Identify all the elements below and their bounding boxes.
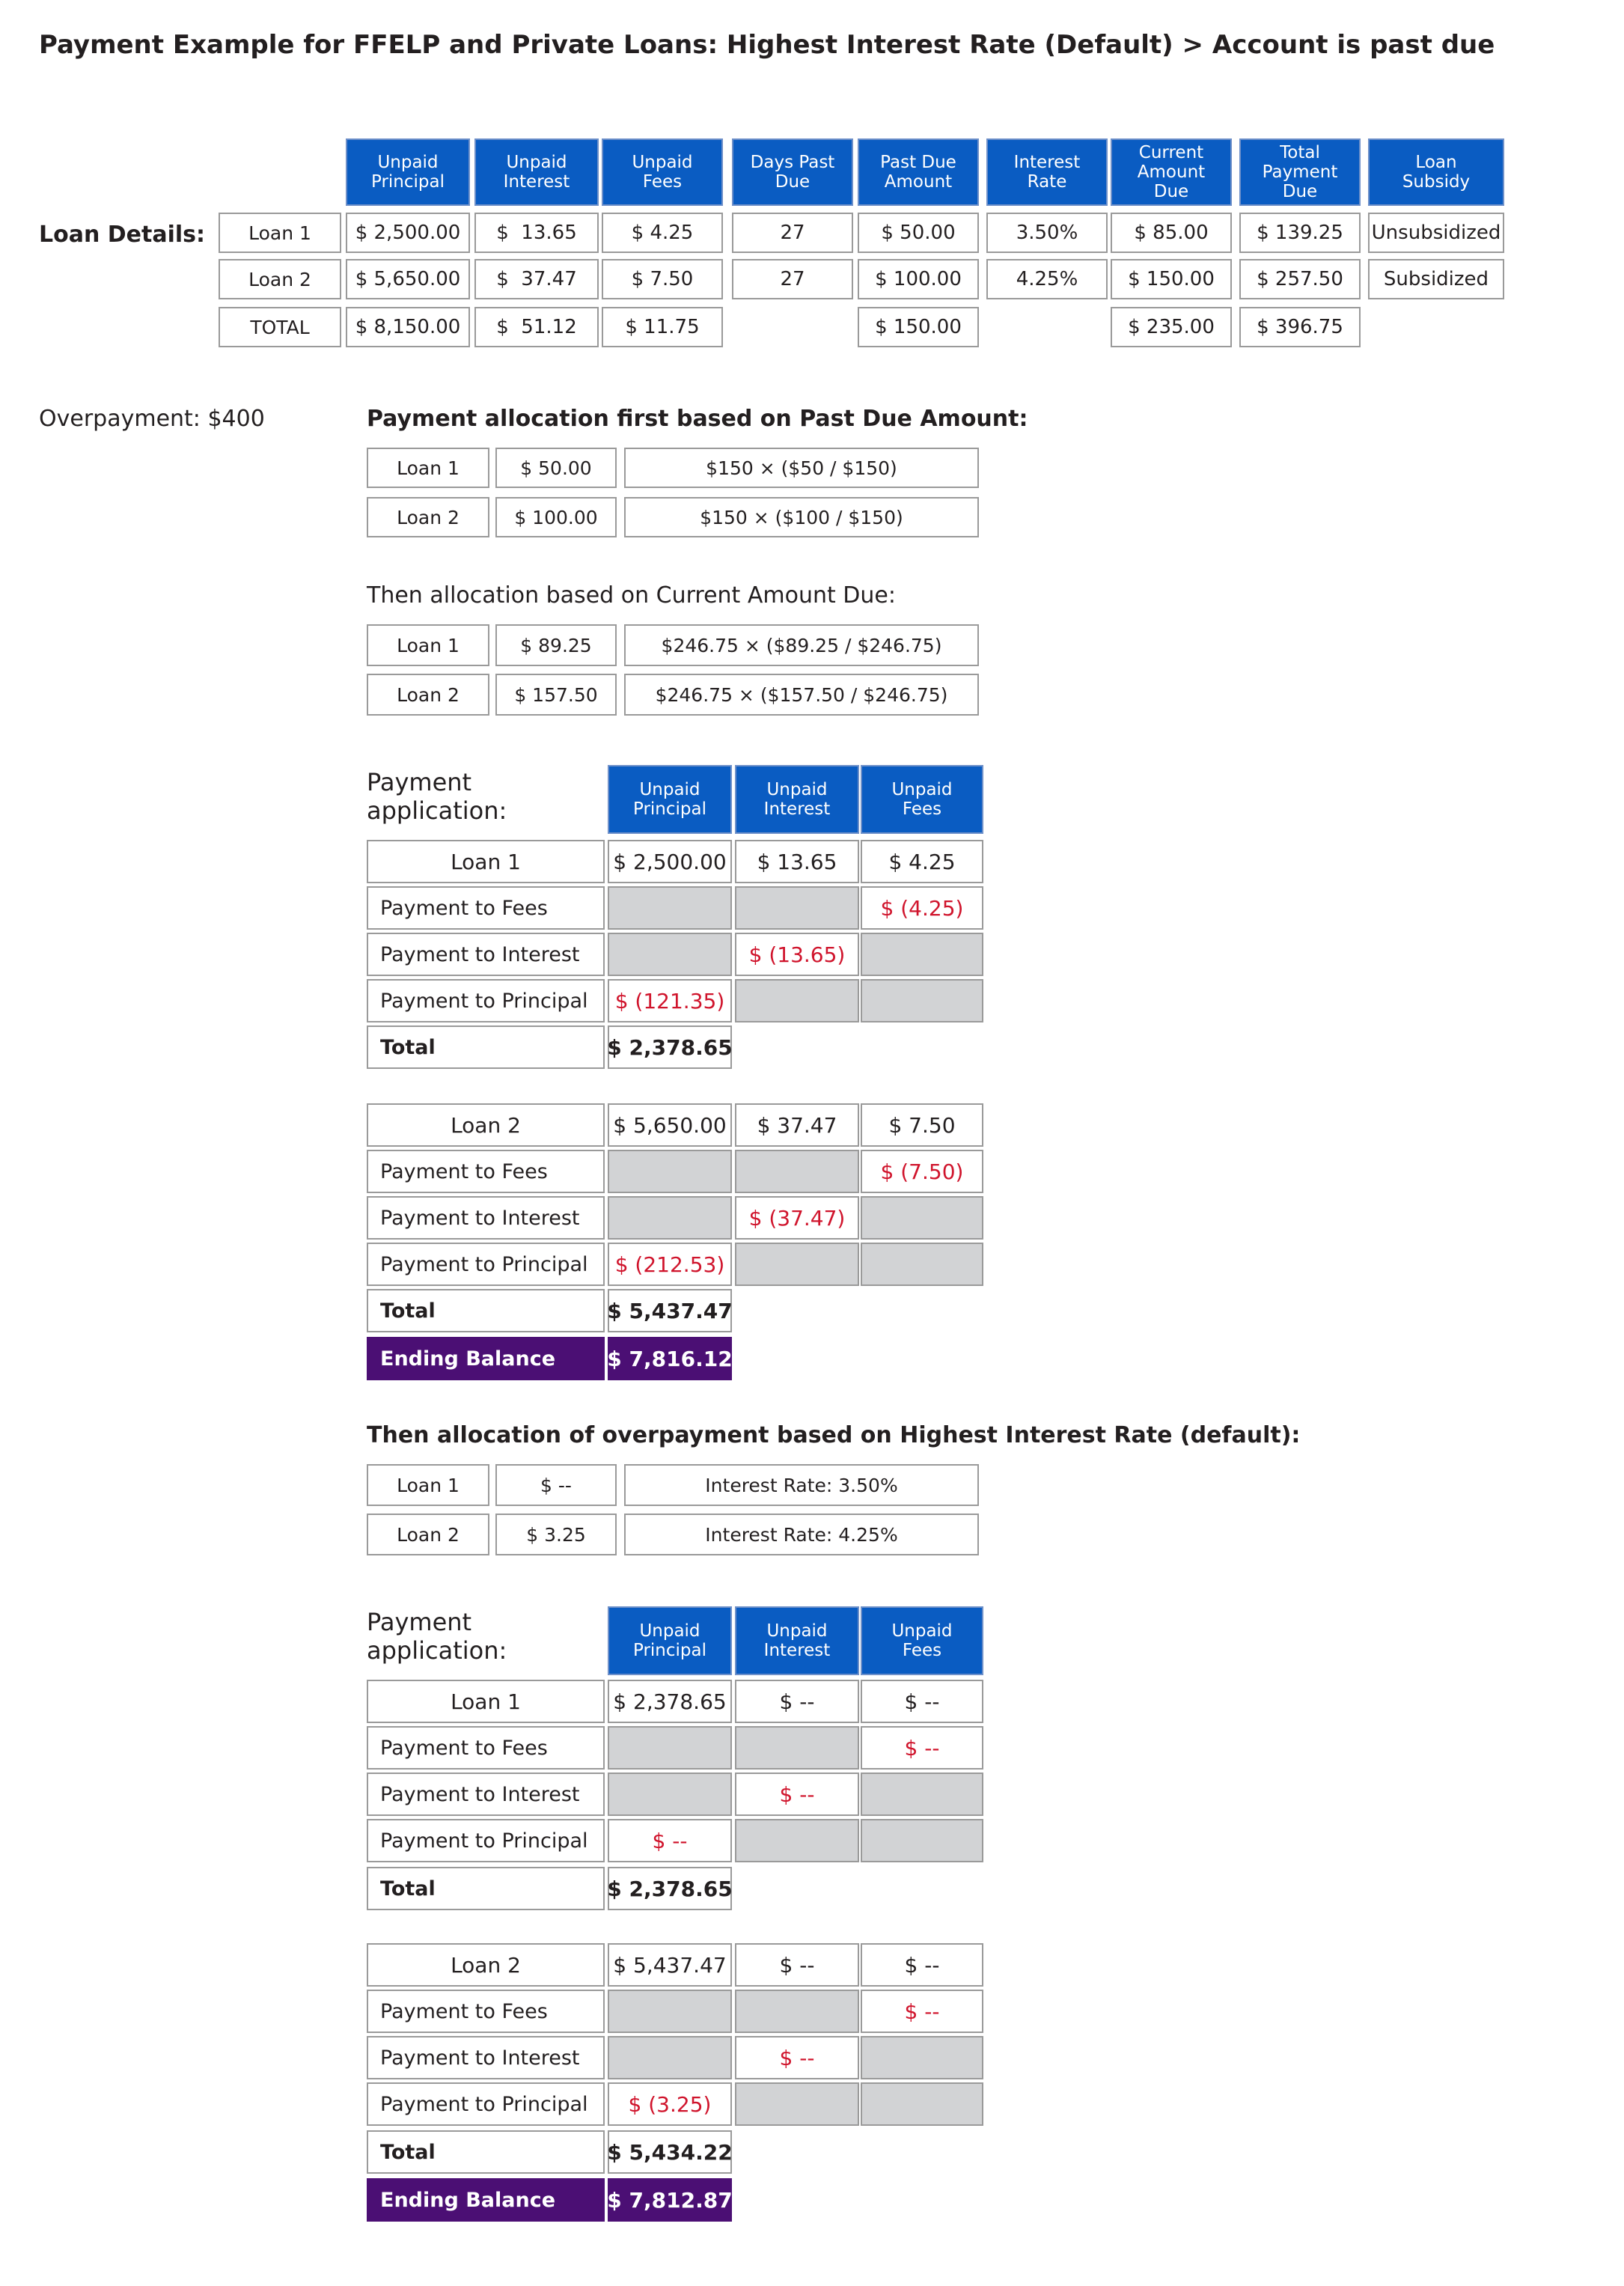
allocation-formula: $150 × ($100 / $150)	[624, 497, 979, 537]
payment-to-interest-label: Payment to Interest	[367, 2036, 605, 2079]
loan2-principal: $ 5,437.47	[608, 1943, 732, 1987]
loan1-fees: $ --	[861, 1680, 983, 1723]
loan-name: Loan 2	[367, 497, 489, 537]
loan2-fees: $ --	[861, 1943, 983, 1987]
empty-cell	[735, 1819, 859, 1862]
payment-to-interest-label: Payment to Interest	[367, 1196, 605, 1240]
days-past-due: 27	[732, 259, 853, 299]
empty-cell	[861, 1196, 983, 1240]
allocation-amount: $ 50.00	[495, 448, 617, 488]
loan-name: Loan 1	[367, 1464, 489, 1506]
allocation-formula: $246.75 × ($89.25 / $246.75)	[624, 624, 979, 666]
header-current-amount-due: Current Amount Due	[1111, 138, 1232, 206]
days-past-due: 27	[732, 213, 853, 253]
total-unpaid-interest: $ 51.12	[474, 307, 599, 347]
current-allocation-heading: Then allocation based on Current Amount Due:	[367, 582, 896, 609]
total-label: Total	[367, 1867, 605, 1910]
overpayment-label: Overpayment: $400	[39, 406, 265, 432]
page-title: Payment Example for FFELP and Private Loans: Highest Interest Rate (Default) > Account is past due	[39, 30, 1495, 60]
loan2-name: Loan 2	[367, 1943, 605, 1987]
past-due-allocation-heading: Payment allocation first based on Past Due Amount:	[367, 406, 1028, 432]
current-amount-due: $ 85.00	[1111, 213, 1232, 253]
unpaid-principal: $ 2,500.00	[346, 213, 470, 253]
empty-cell	[608, 1150, 732, 1193]
loan1-principal: $ 2,378.65	[608, 1680, 732, 1723]
total-unpaid-fees: $ 11.75	[602, 307, 723, 347]
loan2-fees: $ 7.50	[861, 1103, 983, 1147]
empty-cell	[861, 2036, 983, 2079]
current-amount-due: $ 150.00	[1111, 259, 1232, 299]
payment-to-interest-label: Payment to Interest	[367, 933, 605, 976]
payment-to-fees-label: Payment to Fees	[367, 1990, 605, 2033]
header-unpaid-interest: Unpaid Interest	[474, 138, 599, 206]
header-unpaid-fees: Unpaid Fees	[602, 138, 723, 206]
total-current-amount-due: $ 235.00	[1111, 307, 1232, 347]
empty-cell	[608, 933, 732, 976]
payment-to-fees-label: Payment to Fees	[367, 1726, 605, 1770]
header-days-past-due: Days Past Due	[732, 138, 853, 206]
principal-payment: $ (212.53)	[608, 1243, 732, 1286]
empty-cell	[861, 1773, 983, 1816]
header-unpaid-principal: Unpaid Principal	[608, 1606, 732, 1675]
overpayment-allocation-heading: Then allocation of overpayment based on Highest Interest Rate (default):	[367, 1422, 1301, 1448]
loan1-interest: $ 13.65	[735, 840, 859, 883]
loan1-total: $ 2,378.65	[608, 1025, 732, 1069]
allocation-formula: $150 × ($50 / $150)	[624, 448, 979, 488]
loan1-name: Loan 1	[367, 1680, 605, 1723]
empty-cell	[608, 886, 732, 930]
header-unpaid-fees: Unpaid Fees	[861, 1606, 983, 1675]
fees-payment: $ --	[861, 1726, 983, 1770]
loan2-interest: $ --	[735, 1943, 859, 1987]
payment-to-fees-label: Payment to Fees	[367, 1150, 605, 1193]
loan-details-label: Loan Details:	[39, 222, 206, 248]
loan2-total: $ 5,437.47	[608, 1289, 732, 1332]
empty-cell	[861, 1819, 983, 1862]
header-unpaid-interest: Unpaid Interest	[735, 765, 859, 834]
unpaid-principal: $ 5,650.00	[346, 259, 470, 299]
loan1-fees: $ 4.25	[861, 840, 983, 883]
interest-payment: $ (13.65)	[735, 933, 859, 976]
past-due-amount: $ 100.00	[858, 259, 979, 299]
loan1-total: $ 2,378.65	[608, 1867, 732, 1910]
loan-name: Loan 2	[219, 259, 341, 299]
empty-cell	[735, 1150, 859, 1193]
empty-cell	[735, 979, 859, 1022]
empty-cell	[861, 1243, 983, 1286]
interest-rate: 4.25%	[986, 259, 1108, 299]
loan2-name: Loan 2	[367, 1103, 605, 1147]
ending-balance-value: $ 7,816.12	[608, 1337, 732, 1380]
header-past-due-amount: Past Due Amount	[858, 138, 979, 206]
allocation-formula: Interest Rate: 4.25%	[624, 1514, 979, 1555]
header-loan-subsidy: Loan Subsidy	[1368, 138, 1504, 206]
past-due-amount: $ 50.00	[858, 213, 979, 253]
interest-payment: $ (37.47)	[735, 1196, 859, 1240]
loan2-total: $ 5,434.22	[608, 2130, 732, 2174]
loan-name: Loan 2	[367, 1514, 489, 1555]
loan2-principal: $ 5,650.00	[608, 1103, 732, 1147]
loan2-interest: $ 37.47	[735, 1103, 859, 1147]
empty-cell	[608, 1196, 732, 1240]
header-unpaid-principal: Unpaid Principal	[608, 765, 732, 834]
principal-payment: $ (121.35)	[608, 979, 732, 1022]
loan1-name: Loan 1	[367, 840, 605, 883]
loan-subsidy: Unsubsidized	[1368, 213, 1504, 253]
unpaid-fees: $ 4.25	[602, 213, 723, 253]
empty-cell	[608, 1990, 732, 2033]
loan-name: Loan 1	[367, 624, 489, 666]
total-label: Total	[367, 1025, 605, 1069]
fees-payment: $ --	[861, 1990, 983, 2033]
total-payment-due: $ 139.25	[1239, 213, 1361, 253]
principal-payment: $ --	[608, 1819, 732, 1862]
allocation-amount: $ 100.00	[495, 497, 617, 537]
allocation-amount: $ 157.50	[495, 674, 617, 716]
header-unpaid-fees: Unpaid Fees	[861, 765, 983, 834]
empty-cell	[861, 2082, 983, 2126]
ending-balance-value: $ 7,812.87	[608, 2178, 732, 2222]
loan1-principal: $ 2,500.00	[608, 840, 732, 883]
payment-application-label: Payment application:	[367, 1608, 507, 1665]
total-past-due-amount: $ 150.00	[858, 307, 979, 347]
header-unpaid-principal: Unpaid Principal	[346, 138, 470, 206]
loan-subsidy: Subsidized	[1368, 259, 1504, 299]
allocation-amount: $ --	[495, 1464, 617, 1506]
total-label: Total	[367, 1289, 605, 1332]
loan-name: Loan 1	[219, 213, 341, 253]
empty-cell	[608, 2036, 732, 2079]
payment-application-label: Payment application:	[367, 768, 507, 825]
loan1-interest: $ --	[735, 1680, 859, 1723]
unpaid-interest: $ 37.47	[474, 259, 599, 299]
total-label: Total	[367, 2130, 605, 2174]
header-total-payment-due: Total Payment Due	[1239, 138, 1361, 206]
allocation-amount: $ 3.25	[495, 1514, 617, 1555]
allocation-amount: $ 89.25	[495, 624, 617, 666]
loan-name: Loan 2	[367, 674, 489, 716]
interest-payment: $ --	[735, 2036, 859, 2079]
total-row-label: TOTAL	[219, 307, 341, 347]
header-unpaid-interest: Unpaid Interest	[735, 1606, 859, 1675]
loan-name: Loan 1	[367, 448, 489, 488]
fees-payment: $ (4.25)	[861, 886, 983, 930]
interest-payment: $ --	[735, 1773, 859, 1816]
payment-to-principal-label: Payment to Principal	[367, 1819, 605, 1862]
interest-rate: 3.50%	[986, 213, 1108, 253]
fees-payment: $ (7.50)	[861, 1150, 983, 1193]
empty-cell	[735, 2082, 859, 2126]
total-unpaid-principal: $ 8,150.00	[346, 307, 470, 347]
principal-payment: $ (3.25)	[608, 2082, 732, 2126]
unpaid-fees: $ 7.50	[602, 259, 723, 299]
payment-to-principal-label: Payment to Principal	[367, 2082, 605, 2126]
allocation-formula: $246.75 × ($157.50 / $246.75)	[624, 674, 979, 716]
payment-to-fees-label: Payment to Fees	[367, 886, 605, 930]
header-interest-rate: Interest Rate	[986, 138, 1108, 206]
allocation-formula: Interest Rate: 3.50%	[624, 1464, 979, 1506]
ending-balance-label: Ending Balance	[367, 1337, 605, 1380]
payment-to-principal-label: Payment to Principal	[367, 979, 605, 1022]
empty-cell	[735, 1990, 859, 2033]
empty-cell	[608, 1773, 732, 1816]
empty-cell	[608, 1726, 732, 1770]
empty-cell	[735, 1243, 859, 1286]
payment-to-principal-label: Payment to Principal	[367, 1243, 605, 1286]
payment-to-interest-label: Payment to Interest	[367, 1773, 605, 1816]
ending-balance-label: Ending Balance	[367, 2178, 605, 2222]
total-payment-due: $ 396.75	[1239, 307, 1361, 347]
empty-cell	[861, 979, 983, 1022]
empty-cell	[735, 886, 859, 930]
empty-cell	[861, 933, 983, 976]
empty-cell	[735, 1726, 859, 1770]
unpaid-interest: $ 13.65	[474, 213, 599, 253]
total-payment-due: $ 257.50	[1239, 259, 1361, 299]
